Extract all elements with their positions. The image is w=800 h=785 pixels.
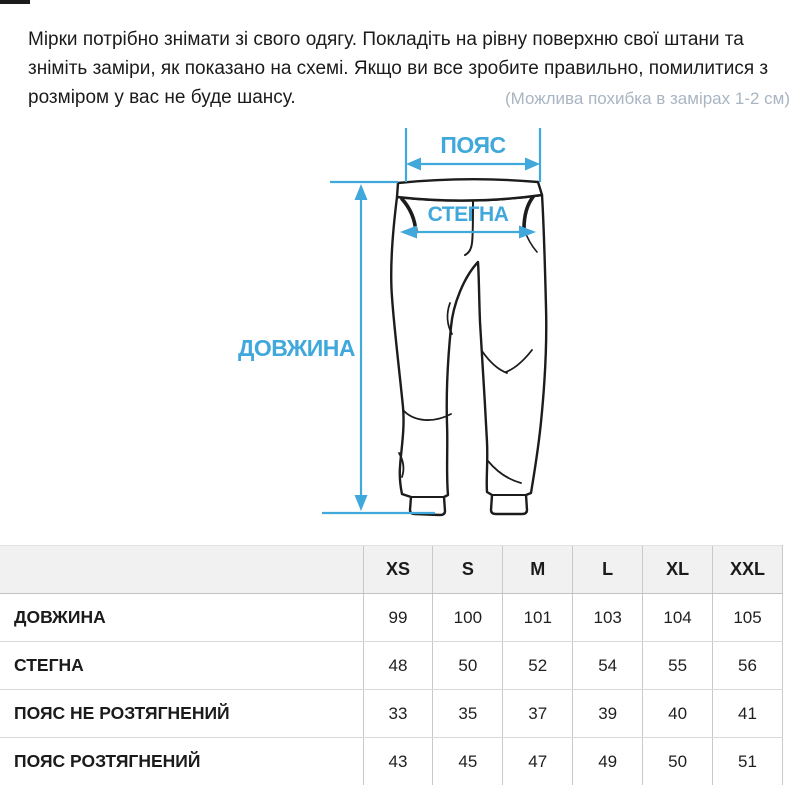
size-value-cell: 56 bbox=[713, 642, 783, 690]
size-value-cell: 33 bbox=[363, 690, 433, 738]
size-value-cell: 47 bbox=[503, 738, 573, 785]
length-label: ДОВЖИНА bbox=[238, 335, 355, 361]
col-header-xs: XS bbox=[363, 546, 433, 594]
waist-label: ПОЯС bbox=[440, 132, 505, 158]
hips-label: СТЕГНА bbox=[428, 203, 509, 226]
size-value-cell: 54 bbox=[573, 642, 643, 690]
size-value-cell: 49 bbox=[573, 738, 643, 785]
col-header-s: S bbox=[433, 546, 503, 594]
measurement-tolerance-note: (Можлива похибка в замірах 1-2 см) bbox=[505, 89, 790, 109]
size-value-cell: 52 bbox=[503, 642, 573, 690]
table-row-length bbox=[0, 594, 783, 642]
row-label: ПОЯС РОЗТЯГНЕНИЙ bbox=[0, 738, 363, 785]
waist-arrowhead-right bbox=[525, 158, 540, 171]
size-table-header-row bbox=[0, 546, 783, 594]
size-value-cell: 51 bbox=[713, 738, 783, 785]
size-value-cell: 50 bbox=[643, 738, 713, 785]
length-arrowhead-top bbox=[355, 184, 368, 200]
waist-arrowhead-left bbox=[406, 158, 421, 171]
size-value-cell: 55 bbox=[643, 642, 713, 690]
size-value-cell: 45 bbox=[433, 738, 503, 785]
row-label: ДОВЖИНА bbox=[0, 594, 363, 642]
size-value-cell: 48 bbox=[363, 642, 433, 690]
col-header-m: M bbox=[503, 546, 573, 594]
pants-measurement-diagram bbox=[252, 112, 598, 548]
size-value-cell: 99 bbox=[363, 594, 433, 642]
corner-cell bbox=[0, 546, 363, 594]
size-value-cell: 50 bbox=[433, 642, 503, 690]
size-table bbox=[0, 545, 783, 785]
size-value-cell: 104 bbox=[643, 594, 713, 642]
size-value-cell: 37 bbox=[503, 690, 573, 738]
pants-outline bbox=[391, 195, 546, 515]
size-value-cell: 103 bbox=[573, 594, 643, 642]
row-label: ПОЯС НЕ РОЗТЯГНЕНИЙ bbox=[0, 690, 363, 738]
size-value-cell: 39 bbox=[573, 690, 643, 738]
cropped-edge-fragment bbox=[0, 0, 30, 4]
size-value-cell: 105 bbox=[713, 594, 783, 642]
table-row-hips bbox=[0, 642, 783, 690]
size-value-cell: 40 bbox=[643, 690, 713, 738]
col-header-l: L bbox=[573, 546, 643, 594]
waistband bbox=[397, 179, 542, 200]
col-header-xl: XL bbox=[643, 546, 713, 594]
length-arrowhead-bottom bbox=[355, 495, 368, 511]
measurement-instructions-text: Мірки потрібно знімати зі свого одягу. Покладіть на рівну поверхню свої штани та зніміть заміри, як показано на схемі. Якщо ви все зробите правильно, помилитися з розміром у вас не буде шансу. bbox=[28, 25, 778, 112]
col-header-xxl: XXL bbox=[713, 546, 783, 594]
table-row-waist-unstretched bbox=[0, 690, 783, 738]
table-row-waist-stretched bbox=[0, 738, 783, 785]
size-value-cell: 41 bbox=[713, 690, 783, 738]
size-value-cell: 100 bbox=[433, 594, 503, 642]
size-value-cell: 35 bbox=[433, 690, 503, 738]
size-value-cell: 43 bbox=[363, 738, 433, 785]
row-label: СТЕГНА bbox=[0, 642, 363, 690]
size-value-cell: 101 bbox=[503, 594, 573, 642]
